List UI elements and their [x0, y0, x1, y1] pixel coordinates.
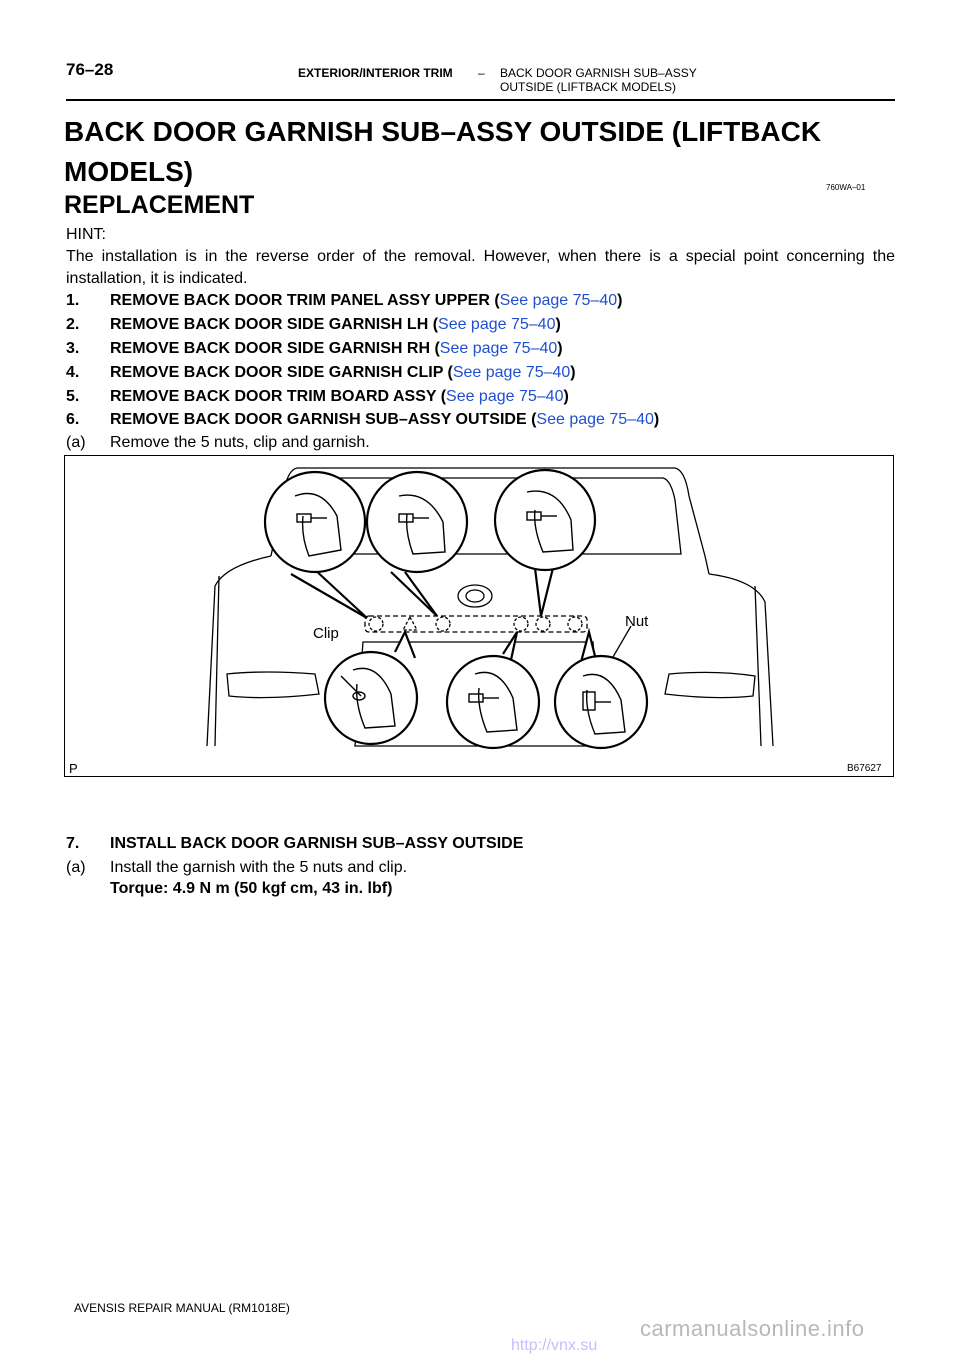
- step-number: 7.: [66, 835, 80, 852]
- section-heading: REPLACEMENT: [64, 191, 255, 219]
- step-text: REMOVE BACK DOOR SIDE GARNISH RH (: [110, 340, 440, 357]
- step-5: [66, 386, 569, 408]
- page-title: BACK DOOR GARNISH SUB–ASSY OUTSIDE (LIFTBACK MODELS): [64, 116, 822, 187]
- step-2: [66, 314, 561, 336]
- step-7: [66, 833, 523, 855]
- step-text: REMOVE BACK DOOR TRIM BOARD ASSY (: [110, 388, 447, 405]
- step-3: [66, 338, 563, 360]
- see-page-link[interactable]: See page 75–40: [499, 292, 618, 309]
- intro-paragraph: The installation is in the reverse order of the removal. However, when there is a special point concerning the installation, it is indicated.: [66, 248, 895, 287]
- step-close: ): [617, 292, 623, 309]
- see-page-link[interactable]: See page 75–40: [438, 316, 556, 333]
- step-number: 6.: [66, 411, 80, 428]
- substep-label: (a): [66, 859, 86, 876]
- page-number: 76–28: [66, 60, 114, 79]
- step-number: 3.: [66, 340, 80, 357]
- step-number: 2.: [66, 316, 80, 333]
- label-clip: Clip: [313, 625, 339, 642]
- see-page-link[interactable]: See page 75–40: [452, 364, 571, 381]
- header-rule: [66, 99, 895, 101]
- torque-spec: Torque: 4.9 N m (50 kgf cm, 43 in. lbf): [110, 880, 393, 897]
- step-6a: [66, 432, 370, 454]
- label-nut: Nut: [625, 613, 649, 630]
- header-dash: –: [478, 66, 485, 80]
- step-6: [66, 409, 659, 431]
- figure-id: B67627: [847, 763, 882, 774]
- step-text: REMOVE BACK DOOR TRIM PANEL ASSY UPPER (: [110, 292, 500, 309]
- step-number: 4.: [66, 364, 80, 381]
- substep-text: Remove the 5 nuts, clip and garnish.: [110, 434, 370, 451]
- watermark-url[interactable]: http://vnx.su: [511, 1337, 598, 1354]
- doc-id: 760WA–01: [826, 183, 866, 192]
- step-number: 1.: [66, 292, 80, 309]
- substep-label: (a): [66, 434, 86, 451]
- figure-mark: P: [69, 761, 78, 776]
- step-text: INSTALL BACK DOOR GARNISH SUB–ASSY OUTSIDE: [110, 835, 524, 852]
- illustration-figure: [64, 455, 894, 777]
- step-text: REMOVE BACK DOOR SIDE GARNISH CLIP (: [110, 364, 453, 381]
- step-close: ): [557, 340, 563, 357]
- watermark-site: carmanualsonline.info: [640, 1316, 865, 1341]
- step-text: REMOVE BACK DOOR GARNISH SUB–ASSY OUTSIDE (: [110, 411, 537, 428]
- see-page-link[interactable]: See page 75–40: [439, 340, 558, 357]
- step-1: [66, 290, 622, 312]
- section-title: EXTERIOR/INTERIOR TRIM: [298, 66, 453, 80]
- back-door-garnish-diagram: [65, 456, 895, 778]
- step-7a: [66, 857, 407, 879]
- footer-manual-title: AVENSIS REPAIR MANUAL (RM1018E): [74, 1301, 290, 1315]
- see-page-link[interactable]: See page 75–40: [446, 388, 564, 405]
- subsection-title-line2: OUTSIDE (LIFTBACK MODELS): [500, 80, 677, 94]
- subsection-title-line1: BACK DOOR GARNISH SUB–ASSY: [500, 66, 697, 80]
- step-text: REMOVE BACK DOOR SIDE GARNISH LH (: [110, 316, 439, 333]
- substep-text: Install the garnish with the 5 nuts and clip.: [110, 859, 408, 876]
- step-close: ): [555, 316, 561, 333]
- step-number: 5.: [66, 388, 80, 405]
- step-close: ): [570, 364, 576, 381]
- step-4: [66, 362, 576, 384]
- step-close: ): [563, 388, 569, 405]
- step-close: ): [653, 411, 660, 428]
- see-page-link[interactable]: See page 75–40: [536, 411, 654, 428]
- hint-label: HINT:: [66, 226, 106, 243]
